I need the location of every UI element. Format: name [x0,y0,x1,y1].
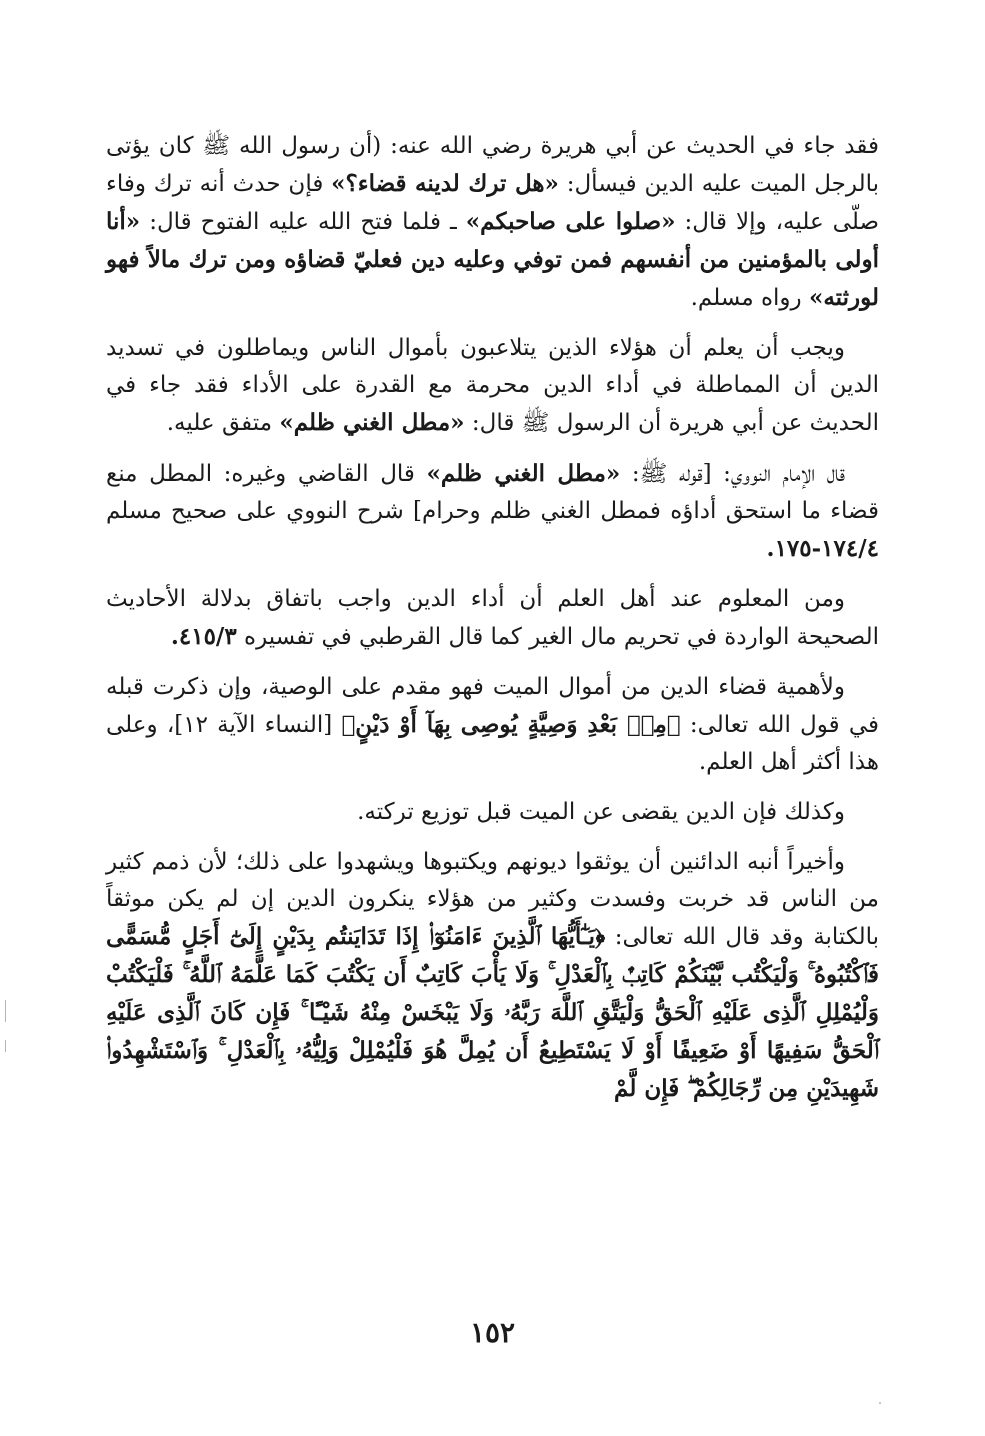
hadith-quote: «مطل الغني ظلم» [426,460,621,487]
scan-edge-mark [5,1000,6,1022]
paragraph-nawawi [106,455,879,568]
paragraph-inheritance [106,794,879,831]
reference-number: ٤١٥/٣. [170,623,237,650]
text-segment: فقد جاء في الحديث عن أبي هريرة رضي الله عنه: (أن رسول الله ﷺ كان يؤتى بالرجل الميت عليه الدين فيسأل: [106,133,879,197]
body-text [106,128,879,1121]
paragraph-debt-before-will [106,669,879,781]
text-segment: قال الإمام النووي: [قوله ﷺ: [620,461,846,487]
text-segment: وكذلك فإن الدين يقضى عن الميت قبل توزيع تركته. [357,799,845,825]
text-segment: ـ فلما فتح الله عليه الفتوح قال: [140,209,466,235]
page-number: ١٥٢ [469,1316,516,1349]
hadith-quote: «صلوا على صاحبكم» [465,208,676,235]
quran-verse: ﴿يَـٰٓأَيُّهَا ٱلَّذِينَ ءَامَنُوٓا۟ إِذَا تَدَايَنتُم بِدَيْنٍ إِلَىٰٓ أَجَلٍ مُّسَمًّى فَٱكْتُبُوهُ ۚ وَلْيَكْتُب بَّيْنَكُمْ كَاتِبٌۢ بِٱلْعَدْلِ ۚ وَلَا يَأْبَ كَاتِبٌ أَن يَكْتُبَ كَمَا عَلَّمَهُ ٱللَّهُ ۚ فَلْيَكْتُبْ وَلْيُمْلِلِ ٱلَّذِى عَلَيْهِ ٱلْحَقُّ وَلْيَتَّقِ ٱللَّهَ رَبَّهُۥ وَلَا يَبْخَسْ مِنْهُ شَيْـًٔا ۚ فَإِن كَانَ ٱلَّذِى عَلَيْهِ ٱلْحَقُّ سَفِيهًا أَوْ ضَعِيفًا أَوْ لَا يَسْتَطِيعُ أَن يُمِلَّ هُوَ فَلْيُمْلِلْ وَلِيُّهُۥ بِٱلْعَدْلِ ۚ وَٱسْتَشْهِدُوا۟ شَهِيدَيْنِ مِن رِّجَالِكُمْ ۖ فَإِن لَّمْ [106,923,879,1102]
text-segment: ولأهمية قضاء الدين من أموال الميت فهو مقدم على الوصية، وإن ذكرت قبله في قول الله تعالى: [106,674,880,738]
text-segment: [النساء الآية ١٢]، وعلى هذا أكثر أهل العلم. [106,712,879,775]
paragraph-document-debts [106,844,879,1108]
text-segment: ويجب أن يعلم أن هؤلاء الذين يتلاعبون بأموال الناس ويماطلون في تسديد الدين أن المماطلة في أداء الدين محرمة مع القدرة على الأداء فقد جاء في الحديث عن أبي هريرة أن الرسول ﷺ قال: [106,335,879,436]
scan-edge-mark [5,1040,6,1052]
paragraph-delay-forbidden [106,330,879,442]
text-segment: قال القاضي وغيره: المطل منع قضاء ما استحق أداؤه فمطل الغني ظلم وحرام] شرح النووي على صحيح مسلم [106,461,879,524]
hadith-quote: «أنا أولى بالمؤمنين من أنفسهم فمن توفي وعليه دين فعليّ قضاؤه ومن ترك مالاً فهو لورثته» [106,208,879,311]
text-segment: فإن حدث أنه ترك وفاء صلّى عليه، وإلا قال: [106,171,879,235]
paragraph-hadith-debt [106,128,879,317]
text-segment: وأخيراً أنبه الدائنين أن يوثقوا ديونهم ويكتبوها ويشهدوا على ذلك؛ لأن ذمم كثير من الناس قد خربت وفسدت وكثير من هؤلاء ينكرون الدين إن لم يكن موثقاً بالكتابة وقد قال الله تعالى: [106,849,879,950]
scan-dust-mark [879,1402,881,1404]
hadith-quote: «مطل الغني ظلم» [279,409,465,436]
reference-number: ١٧٤/٤-١٧٥. [766,535,879,562]
text-segment: رواه مسلم. [690,285,809,311]
text-segment: ومن المعلوم عند أهل العلم أن أداء الدين واجب باتفاق بدلالة الأحاديث الصحيحة الواردة في تحريم مال الغير كما قال القرطبي في تفسيره [106,586,879,650]
hadith-quote: «هل ترك لدينه قضاء؟» [331,170,559,197]
text-segment: متفق عليه. [166,410,280,436]
quran-verse: ﴿مِنۢ بَعْدِ وَصِيَّةٍ يُوصِى بِهَآ أَوْ دَيْنٍ﴾ [341,711,681,738]
paragraph-qurtubi [106,581,879,656]
